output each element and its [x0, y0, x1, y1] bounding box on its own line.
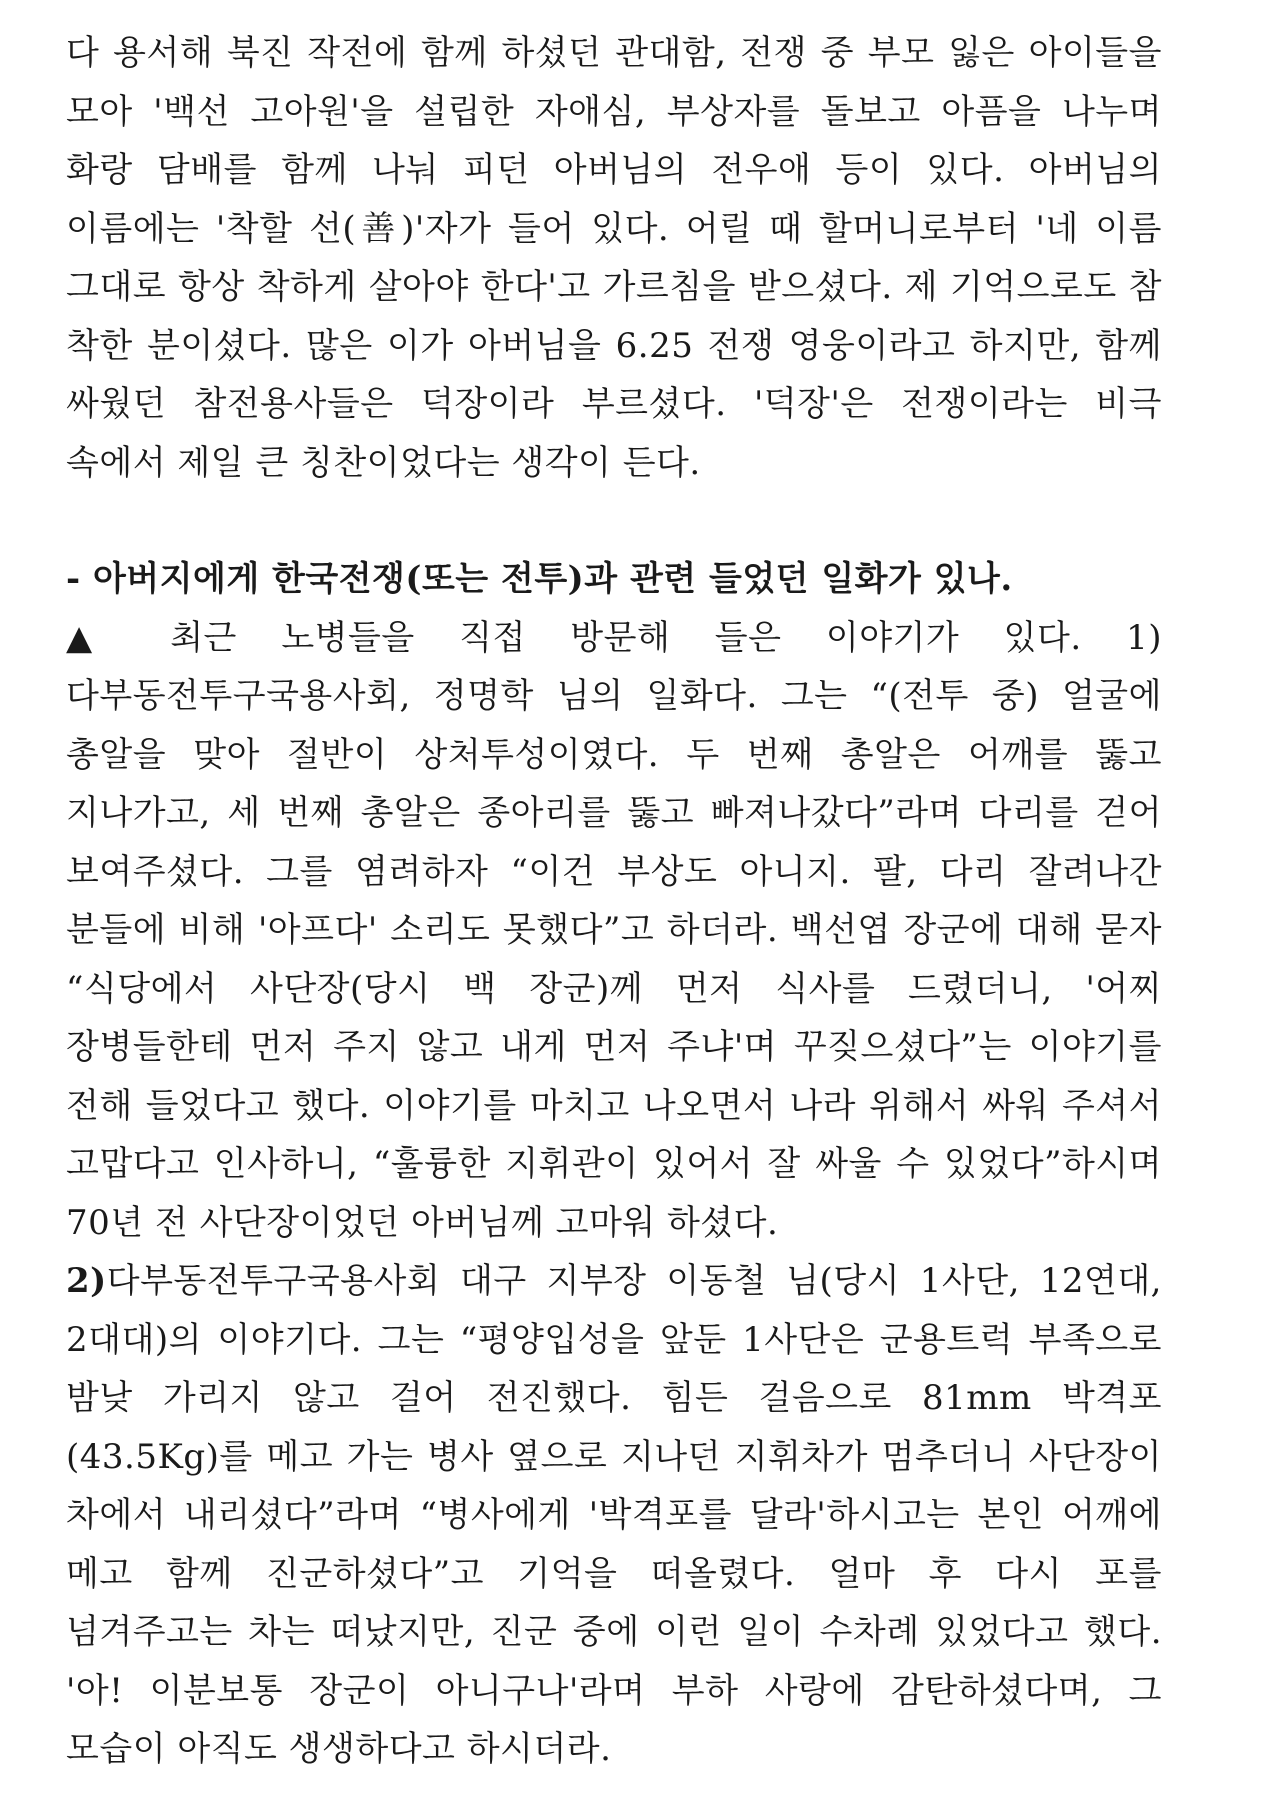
paragraph-spacer — [66, 492, 1162, 550]
answer-text: 다부동전투구국용사회 대구 지부장 이동철 님(당시 1사단, 12연대, 2대대)의 이야기다. 그는 “평양입성을 앞둔 1사단은 군용트럭 부족으로 밤낮 가리지 않고 걸어 전진했다. 힘든 걸음으로 81mm 박격포(43.5Kg)를 메고 가는 병사 옆으로 지나던 지휘차가 멈추더니 사단장이 차에서 내리셨다”라며 “병사에게 '박격포를 달라'하시고는 본인 어깨에 메고 함께 진군하셨다”고 기억을 떠올렸다. 얼마 후 다시 포를 넘겨주고는 차는 떠났지만, 진군 중에 이런 일이 수차례 있었다고 했다. '아! 이분보통 장군이 아니구나'라며 부하 사랑에 감탄하셨다며, 그 모습이 아직도 생생하다고 하시더라. — [66, 1261, 1162, 1769]
interview-answer-part-1: ▲ 최근 노병들을 직접 방문해 들은 이야기가 있다. 1) 다부동전투구국용사회, 정명학 님의 일화다. 그는 “(전투 중) 얼굴에 총알을 맞아 절반이 상처투성이였다. 두 번째 총알은 어깨를 뚫고 지나가고, 세 번째 총알은 종아리를 뚫고 빠져나갔다”라며 다리를 걷어 보여주셨다. 그를 염려하자 “이건 부상도 아니지. 팔, 다리 잘려나간 분들에 비해 '아프다' 소리도 못했다”고 하더라. 백선엽 장군에 대해 묻자 “식당에서 사단장(당시 백 장군)께 먼저 식사를 드렸더니, '어찌 장병들한테 먼저 주지 않고 내게 먼저 주냐'며 꾸짖으셨다”는 이야기를 전해 들었다고 했다. 이야기를 마치고 나오면서 나라 위해서 싸워 주셔서 고맙다고 인사하니, “훌륭한 지휘관이 있어서 잘 싸울 수 있었다”하시며 70년 전 사단장이었던 아버님께 고마워 하셨다. — [66, 617, 1162, 1243]
document-page — [66, 24, 1162, 1779]
interview-answer-part-2 — [66, 1252, 1162, 1779]
answer-number-label: 2) — [66, 1261, 107, 1301]
interview-question: - 아버지에게 한국전쟁(또는 전투)과 관련 들었던 일화가 있나. — [66, 559, 1013, 599]
body-paragraph: 다 용서해 북진 작전에 함께 하셨던 관대함, 전쟁 중 부모 잃은 아이들을 모아 '백선 고아원'을 설립한 자애심, 부상자를 돌보고 아픔을 나누며 화랑 담배를 함께 나눠 피던 아버님의 전우애 등이 있다. 아버님의 이름에는 '착할 선(善)'자가 들어 있다. 어릴 때 할머니로부터 '네 이름 그대로 항상 착하게 살아야 한다'고 가르침을 받으셨다. 제 기억으로도 참 착한 분이셨다. 많은 이가 아버님을 6.25 전쟁 영웅이라고 하지만, 함께 싸웠던 참전용사들은 덕장이라 부르셨다. '덕장'은 전쟁이라는 비극 속에서 제일 큰 칭찬이었다는 생각이 든다. — [66, 33, 1162, 483]
